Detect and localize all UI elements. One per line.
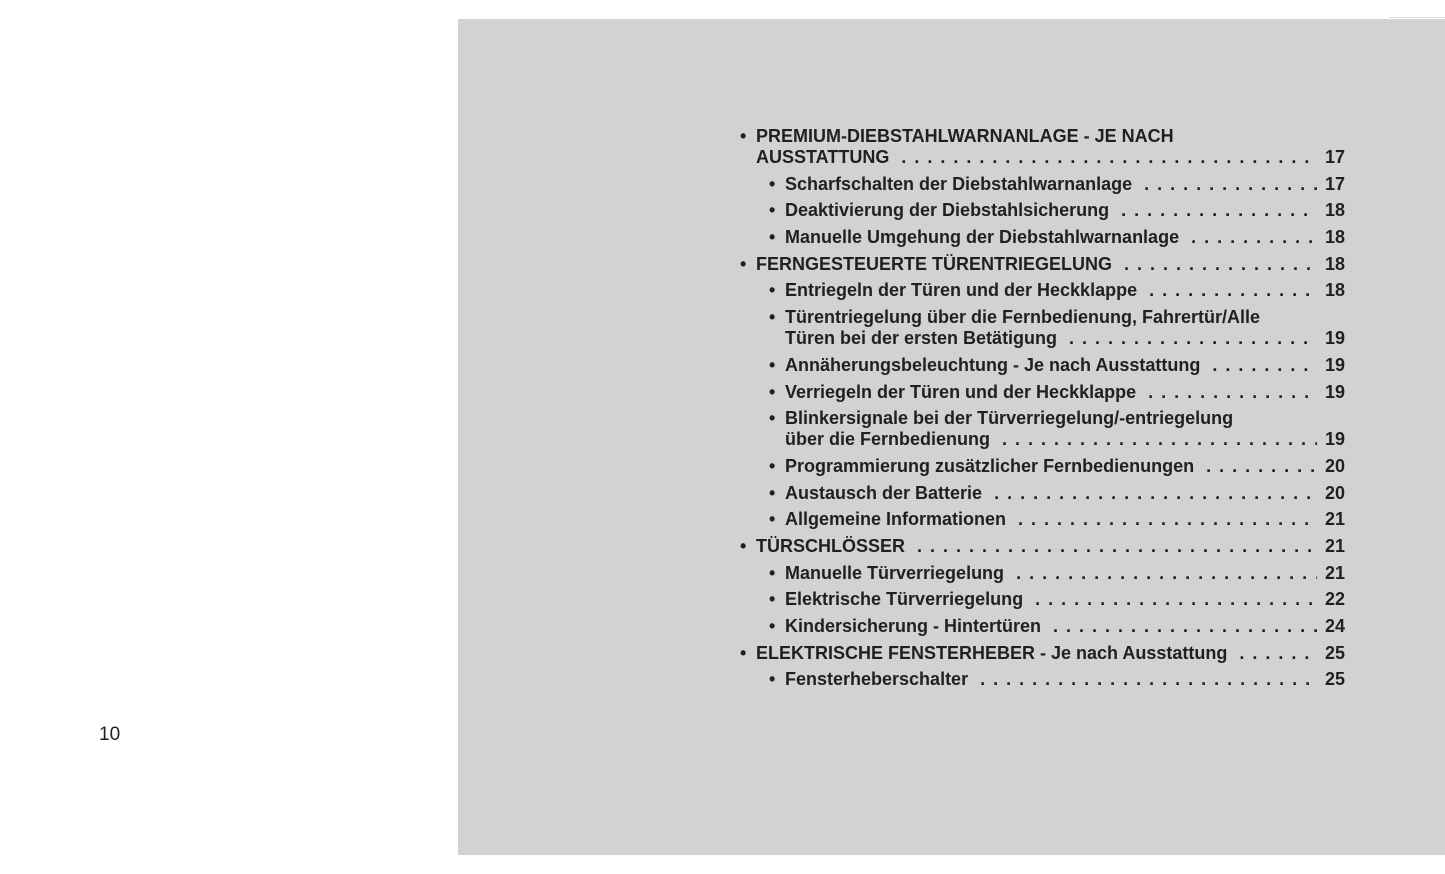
toc-page-number: 19 bbox=[1324, 328, 1345, 349]
toc-page-number: 19 bbox=[1324, 429, 1345, 450]
page-number: 10 bbox=[99, 724, 121, 745]
toc-subsection-entry[interactable] bbox=[740, 669, 1345, 690]
toc-section-entry[interactable] bbox=[740, 254, 1345, 275]
bullet-icon: • bbox=[769, 589, 776, 610]
dot-leader bbox=[917, 536, 1317, 557]
toc-entry-text: Entriegeln der Türen und der Heckklappe bbox=[785, 280, 1138, 301]
table-of-contents bbox=[740, 126, 1345, 696]
bullet-icon: • bbox=[769, 616, 776, 636]
bullet-icon: • bbox=[740, 126, 747, 146]
toc-page-number: 21 bbox=[1324, 535, 1345, 556]
toc-entry-text: Programmierung zusätzlicher Fernbedienungen bbox=[785, 455, 1195, 476]
dot-leader bbox=[1144, 174, 1317, 195]
dot-leader bbox=[1053, 616, 1317, 637]
toc-entry-text: Manuelle Türverriegelung bbox=[785, 562, 1005, 583]
toc-entry-text: Türen bei der ersten Betätigung bbox=[785, 328, 1058, 349]
toc-page-number: 21 bbox=[1324, 562, 1345, 583]
bullet-icon: • bbox=[769, 173, 776, 194]
toc-page-number: 19 bbox=[1324, 381, 1345, 402]
toc-entry-text: Allgemeine Informationen bbox=[785, 509, 1007, 530]
toc-section-entry[interactable] bbox=[740, 126, 1345, 168]
toc-subsection-entry[interactable] bbox=[740, 563, 1345, 584]
dot-leader bbox=[1239, 643, 1317, 664]
toc-page-number: 20 bbox=[1324, 455, 1345, 476]
bullet-icon: • bbox=[740, 642, 747, 663]
corner-rule bbox=[1389, 17, 1445, 18]
toc-subsection-entry[interactable] bbox=[740, 174, 1345, 195]
bullet-icon: • bbox=[769, 669, 776, 690]
toc-entry-text: Deaktivierung der Diebstahlsicherung bbox=[785, 200, 1110, 221]
bullet-icon: • bbox=[769, 509, 776, 530]
toc-entry-text: Manuelle Umgehung der Diebstahlwarnanlage bbox=[785, 227, 1180, 248]
toc-page-number: 24 bbox=[1324, 616, 1345, 636]
toc-page-number: 17 bbox=[1324, 147, 1345, 167]
dot-leader bbox=[1069, 328, 1317, 349]
toc-entry-text: Austausch der Batterie bbox=[785, 482, 983, 503]
bullet-icon: • bbox=[740, 253, 747, 274]
toc-entry-text: FERNGESTEUERTE TÜRENTRIEGELUNG bbox=[756, 253, 1113, 274]
dot-leader bbox=[1149, 280, 1317, 301]
toc-entry-text: Fensterheberschalter bbox=[785, 669, 969, 690]
toc-entry-text: Annäherungsbeleuchtung - Je nach Ausstattung bbox=[785, 354, 1201, 375]
bullet-icon: • bbox=[769, 562, 776, 583]
toc-page-number: 18 bbox=[1324, 280, 1345, 301]
dot-leader bbox=[1035, 589, 1317, 610]
bullet-icon: • bbox=[769, 200, 776, 221]
bullet-icon: • bbox=[769, 381, 776, 402]
toc-page-number: 18 bbox=[1324, 200, 1345, 221]
bullet-icon: • bbox=[769, 354, 776, 375]
toc-section-entry[interactable] bbox=[740, 536, 1345, 557]
toc-subsection-entry[interactable] bbox=[740, 483, 1345, 504]
toc-entry-text: ELEKTRISCHE FENSTERHEBER - Je nach Ausstattung bbox=[756, 642, 1228, 663]
toc-section-entry[interactable] bbox=[740, 643, 1345, 664]
toc-page-number: 25 bbox=[1324, 669, 1345, 690]
dot-leader bbox=[1191, 227, 1317, 248]
dot-leader bbox=[1016, 563, 1317, 584]
toc-entry-text: AUSSTATTUNG bbox=[756, 147, 890, 167]
toc-page-number: 22 bbox=[1324, 589, 1345, 610]
toc-entry-text: Verriegeln der Türen und der Heckklappe bbox=[785, 381, 1137, 402]
bullet-icon: • bbox=[740, 535, 747, 556]
bullet-icon: • bbox=[769, 227, 776, 248]
toc-subsection-entry[interactable] bbox=[740, 589, 1345, 610]
dot-leader bbox=[1148, 382, 1317, 403]
toc-entry-text: Scharfschalten der Diebstahlwarnanlage bbox=[785, 173, 1133, 194]
bullet-icon: • bbox=[769, 307, 776, 328]
toc-page-number: 18 bbox=[1324, 227, 1345, 248]
bullet-icon: • bbox=[769, 482, 776, 503]
toc-page-number: 21 bbox=[1324, 509, 1345, 530]
dot-leader bbox=[901, 147, 1317, 168]
toc-entry-text: TÜRSCHLÖSSER bbox=[756, 535, 906, 556]
toc-subsection-entry[interactable] bbox=[740, 382, 1345, 403]
bullet-icon: • bbox=[769, 455, 776, 476]
toc-entry-text: Kindersicherung - Hintertüren bbox=[785, 616, 1042, 636]
dot-leader bbox=[994, 483, 1317, 504]
toc-subsection-entry[interactable] bbox=[740, 200, 1345, 221]
dot-leader bbox=[1206, 456, 1317, 477]
toc-subsection-entry[interactable] bbox=[740, 509, 1345, 530]
toc-subsection-entry[interactable] bbox=[740, 280, 1345, 301]
dot-leader bbox=[1002, 429, 1317, 450]
bullet-icon: • bbox=[769, 408, 776, 429]
dot-leader bbox=[1018, 509, 1317, 530]
toc-subsection-entry[interactable] bbox=[740, 408, 1345, 450]
toc-page-number: 17 bbox=[1324, 173, 1345, 194]
toc-page-number: 18 bbox=[1324, 253, 1345, 274]
toc-entry-text: Elektrische Türverriegelung bbox=[785, 589, 1024, 610]
bullet-icon: • bbox=[769, 280, 776, 301]
toc-page-number: 25 bbox=[1324, 642, 1345, 663]
toc-subsection-entry[interactable] bbox=[740, 456, 1345, 477]
toc-entry-text: Blinkersignale bei der Türverriegelung/-entriegelung bbox=[785, 408, 1234, 429]
toc-subsection-entry[interactable] bbox=[740, 355, 1345, 376]
toc-entry-text: Türentriegelung über die Fernbedienung, Fahrertür/Alle bbox=[785, 307, 1261, 328]
toc-subsection-entry[interactable] bbox=[740, 616, 1345, 637]
toc-subsection-entry[interactable] bbox=[740, 307, 1345, 349]
dot-leader bbox=[1212, 355, 1317, 376]
dot-leader bbox=[1124, 254, 1317, 275]
toc-page-number: 19 bbox=[1324, 354, 1345, 375]
toc-entry-text: PREMIUM-DIEBSTAHLWARNANLAGE - JE NACH bbox=[756, 126, 1174, 146]
toc-subsection-entry[interactable] bbox=[740, 227, 1345, 248]
dot-leader bbox=[980, 669, 1317, 690]
toc-page-number: 20 bbox=[1324, 482, 1345, 503]
toc-entry-text: über die Fernbedienung bbox=[785, 429, 991, 450]
dot-leader bbox=[1121, 200, 1317, 221]
